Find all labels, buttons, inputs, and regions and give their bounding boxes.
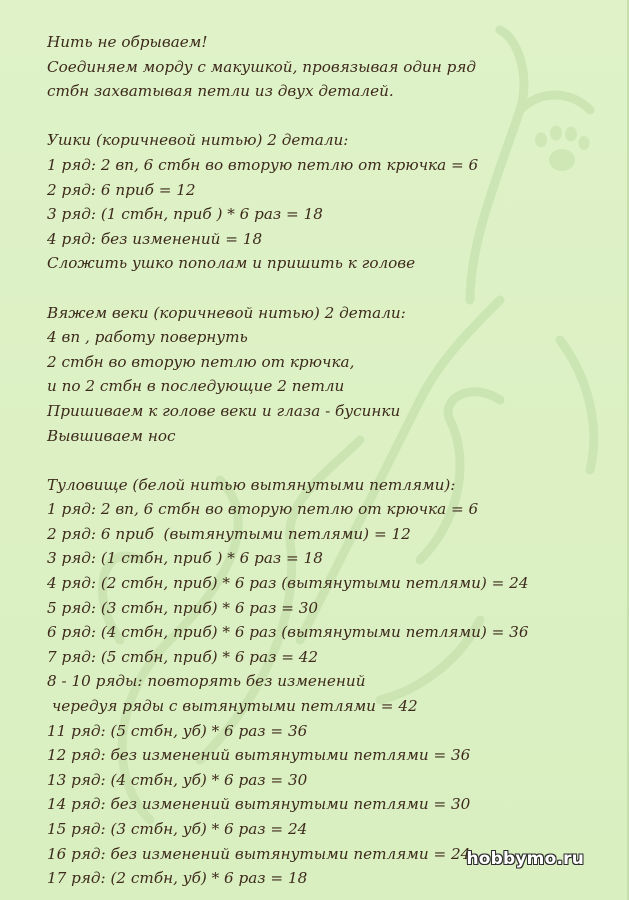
section-heading-body: Туловище (белой нитью вытянутыми петлями): bbox=[47, 475, 456, 494]
text-line: 3 ряд: (1 стбн, приб ) * 6 раз = 18 bbox=[47, 549, 323, 568]
pattern-text bbox=[47, 30, 617, 891]
text-line: 14 ряд: без изменений вытянутыми петлями = 30 bbox=[47, 795, 471, 814]
blank-line bbox=[47, 104, 617, 129]
text-line: 5 ряд: (3 стбн, приб) * 6 раз = 30 bbox=[47, 598, 319, 617]
text-line: 4 ряд: (2 стбн, приб) * 6 раз (вытянутыми петлями) = 24 bbox=[47, 574, 529, 593]
text-line: Сложить ушко пополам и пришить к голове bbox=[47, 254, 416, 273]
text-line: Нить не обрываем! bbox=[47, 33, 208, 51]
text-line: Вывшиваем нос bbox=[47, 426, 176, 445]
text-line: 4 вп , работу повернуть bbox=[47, 328, 248, 347]
text-line: 2 ряд: 6 приб = 12 bbox=[47, 180, 196, 199]
text-line: и по 2 стбн в последующие 2 петли bbox=[47, 377, 345, 396]
section-heading-eyelids: Вяжем веки (коричневой нитью) 2 детали: bbox=[47, 303, 406, 322]
text-line: 3 ряд: (1 стбн, приб ) * 6 раз = 18 bbox=[47, 205, 323, 224]
text-line: Пришиваем к голове веки и глаза - бусинки bbox=[47, 401, 401, 420]
text-line: чередуя ряды с вытянутыми петлями = 42 bbox=[47, 697, 418, 716]
text-line: 7 ряд: (5 стбн, приб) * 6 раз = 42 bbox=[47, 647, 319, 666]
text-line: 15 ряд: (3 стбн, уб) * 6 раз = 24 bbox=[47, 820, 308, 838]
text-line: 1 ряд: 2 вп, 6 стбн во вторую петлю от крючка = 6 bbox=[47, 155, 479, 174]
text-line: 11 ряд: (5 стбн, уб) * 6 раз = 36 bbox=[47, 721, 308, 740]
site-watermark: hobbymo.ru bbox=[466, 849, 584, 869]
text-line: 8 - 10 ряды: повторять без изменений bbox=[47, 672, 366, 691]
text-line: 1 ряд: 2 вп, 6 стбн во вторую петлю от крючка = 6 bbox=[47, 500, 479, 519]
text-line: 6 ряд: (4 стбн, приб) * 6 раз (вытянутыми петлями) = 36 bbox=[47, 623, 529, 642]
text-line: 2 стбн во вторую петлю от крючка, bbox=[47, 352, 355, 371]
text-line: стбн захватывая петли из двух деталей. bbox=[47, 82, 394, 101]
text-line: 17 ряд: (2 стбн, уб) * 6 раз = 18 bbox=[47, 869, 308, 888]
text-line: 13 ряд: (4 стбн, уб) * 6 раз = 30 bbox=[47, 770, 308, 789]
text-line: Соединяем морду с макушкой, провязывая один ряд bbox=[47, 57, 477, 76]
blank-line bbox=[47, 276, 617, 301]
blank-line bbox=[47, 448, 617, 473]
text-line: 4 ряд: без изменений = 18 bbox=[47, 229, 263, 248]
text-line: 16 ряд: без изменений вытянутыми петлями = 24 bbox=[47, 844, 471, 863]
section-heading-ears: Ушки (коричневой нитью) 2 детали: bbox=[47, 131, 349, 150]
text-line: 2 ряд: 6 приб (вытянутыми петлями) = 12 bbox=[47, 524, 411, 543]
text-line: 12 ряд: без изменений вытянутыми петлями = 36 bbox=[47, 746, 471, 765]
